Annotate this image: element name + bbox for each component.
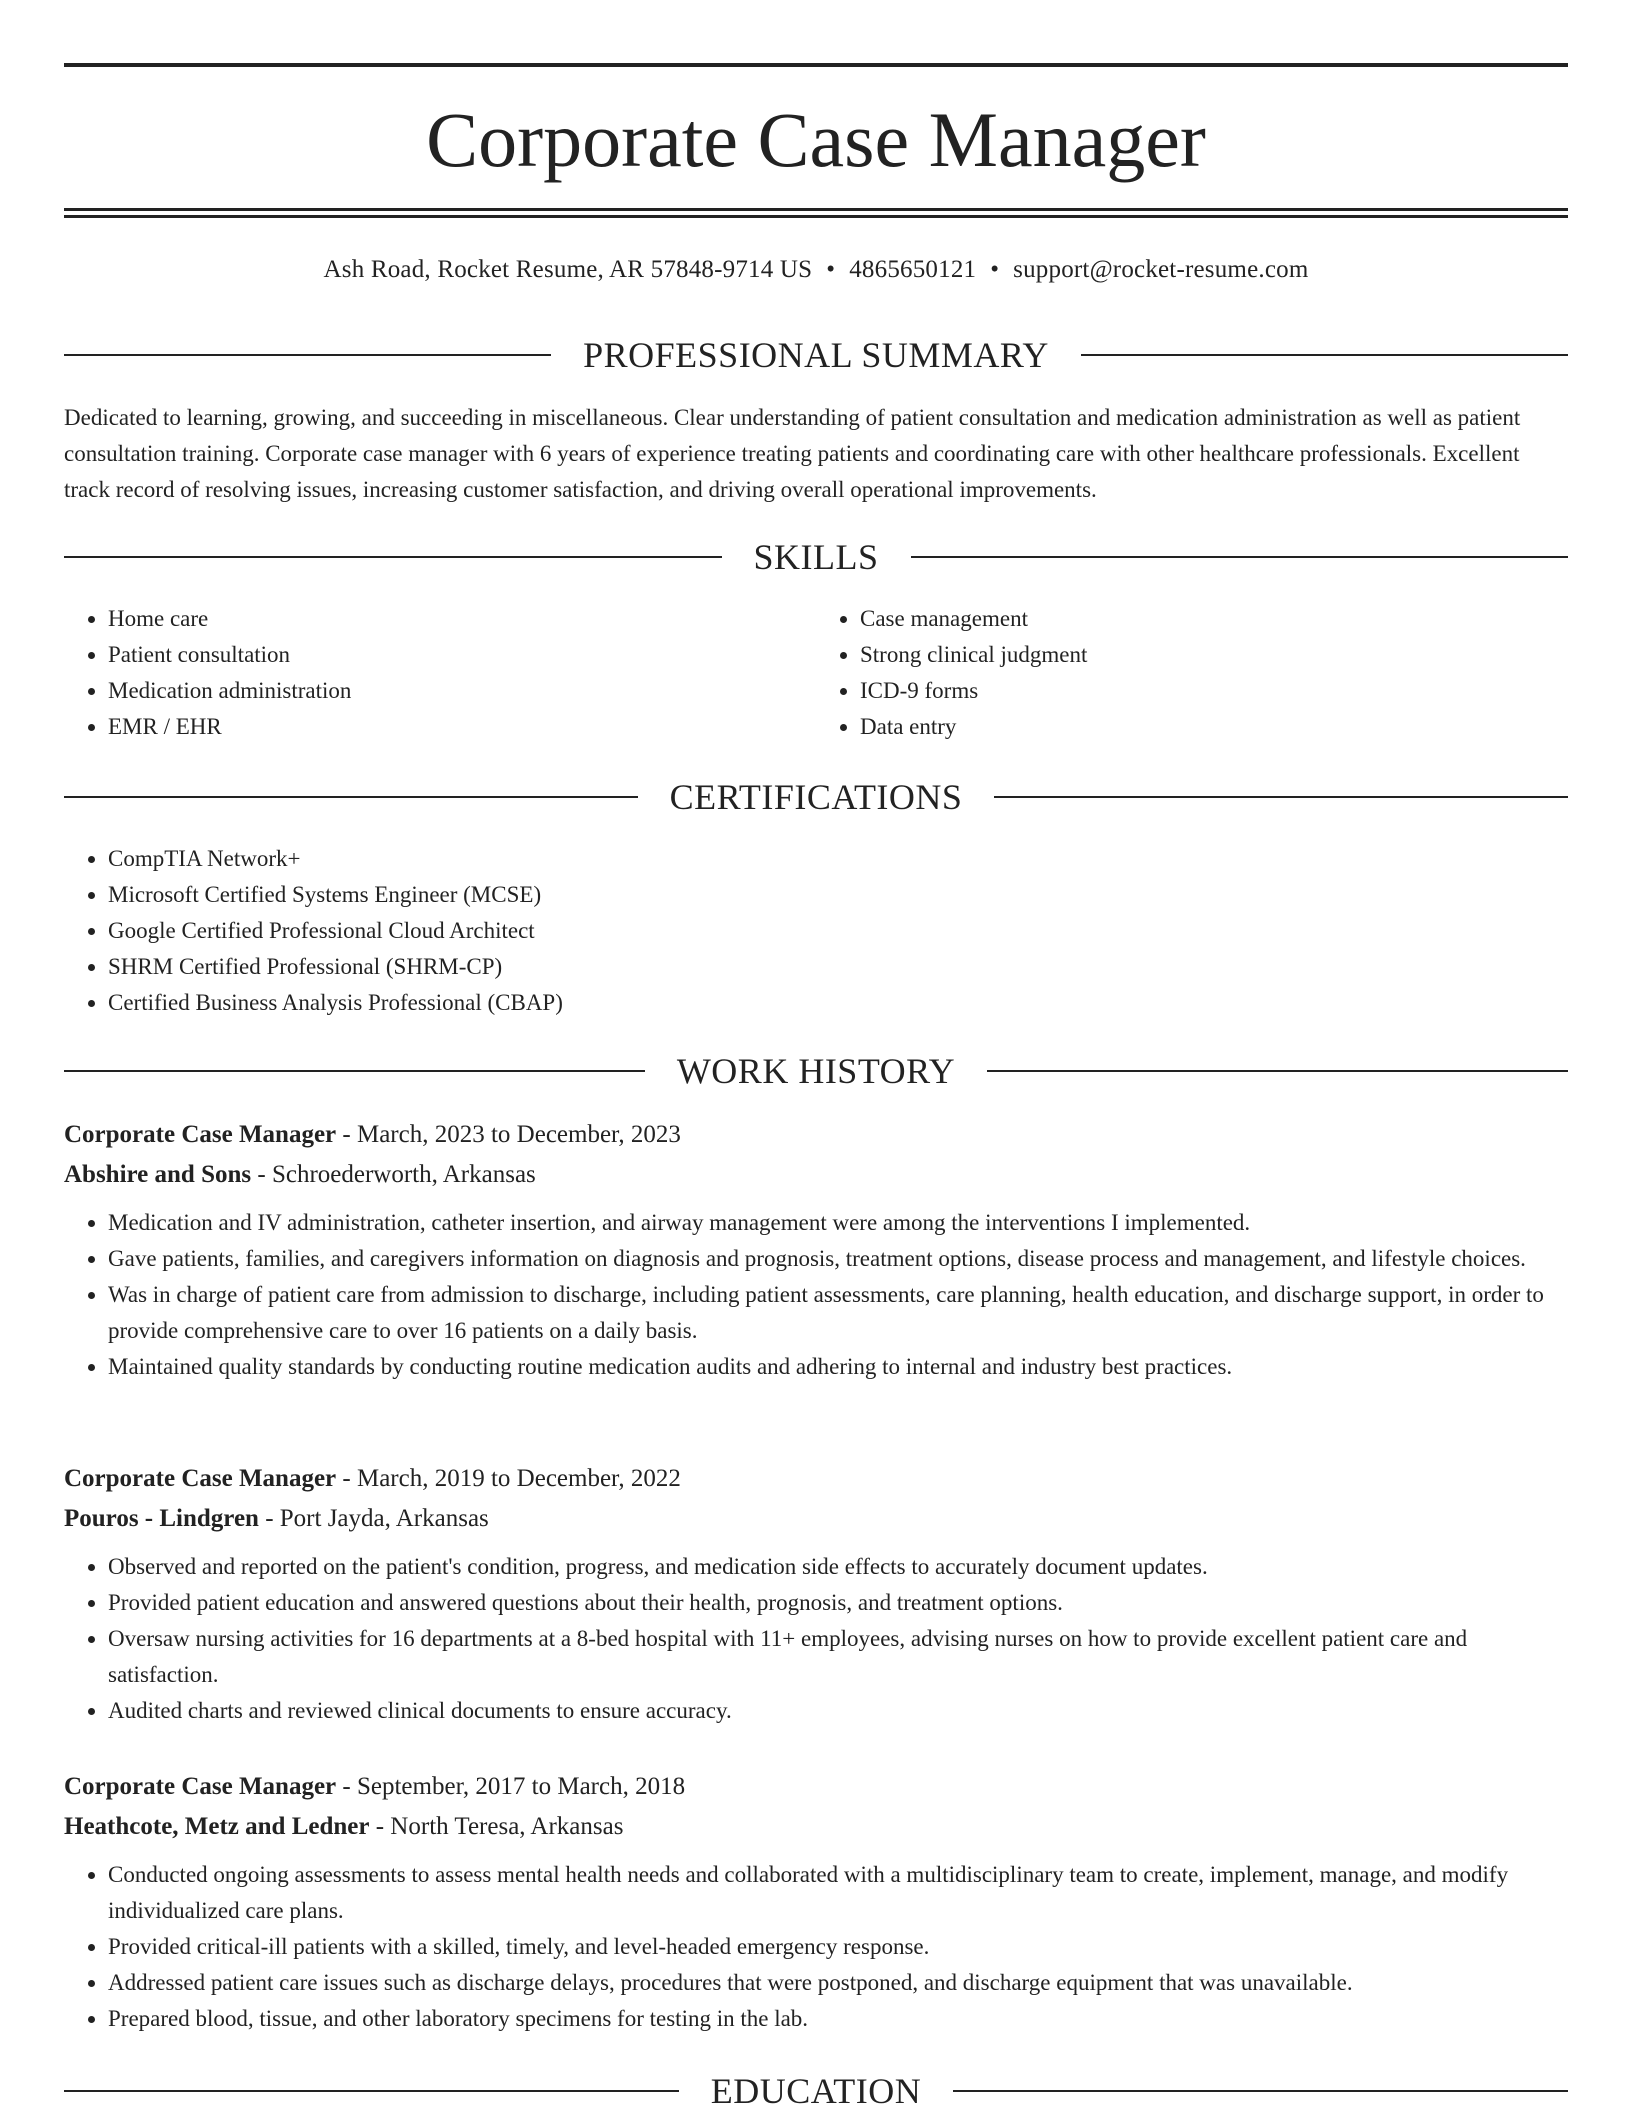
summary-heading: PROFESSIONAL SUMMARY bbox=[583, 335, 1049, 375]
job-company-line bbox=[64, 1155, 1568, 1195]
job-entry bbox=[64, 1767, 1568, 2037]
job-bullet: • Provided patient education and answered questions about their health, prognosis, and treatment options. bbox=[108, 1585, 1568, 1621]
heading-rule bbox=[1081, 354, 1568, 356]
job-title-line bbox=[64, 1459, 1568, 1499]
job-company: Pouros - Lindgren bbox=[64, 1505, 259, 1532]
job-entry bbox=[64, 1459, 1568, 1729]
certifications-heading: CERTIFICATIONS bbox=[669, 777, 963, 817]
certification-item: • Certified Business Analysis Professional (CBAP) bbox=[108, 985, 1568, 1021]
contact-line bbox=[64, 254, 1568, 286]
section-heading-skills bbox=[64, 535, 1568, 579]
job-dates: - March, 2023 to December, 2023 bbox=[336, 1121, 681, 1148]
heading-rule bbox=[987, 1070, 1568, 1072]
job-title-line bbox=[64, 1115, 1568, 1155]
resume-title: Corporate Case Manager bbox=[426, 96, 1206, 183]
job-title: Corporate Case Manager bbox=[64, 1121, 337, 1148]
heading-rule bbox=[994, 796, 1568, 798]
skills-column-left bbox=[64, 601, 816, 745]
skills-column-right bbox=[816, 601, 1568, 745]
contact-address: Ash Road, Rocket Resume, AR 57848-9714 US bbox=[323, 256, 813, 283]
job-company: Heathcote, Metz and Ledner bbox=[64, 1813, 370, 1840]
job-dates: - March, 2019 to December, 2022 bbox=[336, 1465, 681, 1492]
certification-item: • SHRM Certified Professional (SHRM-CP) bbox=[108, 949, 1568, 985]
section-heading-summary bbox=[64, 333, 1568, 377]
summary-text: Dedicated to learning, growing, and succeeding in miscellaneous. Clear understanding of patient consultation and medication administration as well as patient consultation training. Corporate case manager with 6 years of experience treating patients and coordinating care with other healthcare professionals. Excellent track record of resolving issues, increasing customer satisfaction, and driving overall operational improvements. bbox=[64, 405, 1521, 502]
skill-item: • Case management bbox=[860, 601, 1568, 637]
skill-item: • Medication administration bbox=[108, 673, 816, 709]
heading-rule bbox=[64, 1070, 645, 1072]
job-bullet: • Was in charge of patient care from admission to discharge, including patient assessments, care planning, health education, and discharge support, in order to provide comprehensive care to over 16 patients on a daily basis. bbox=[108, 1277, 1568, 1349]
section-heading-education bbox=[64, 2069, 1568, 2113]
heading-rule bbox=[64, 556, 722, 558]
certification-item: • Microsoft Certified Systems Engineer (MCSE) bbox=[108, 877, 1568, 913]
contact-email: support@rocket-resume.com bbox=[1013, 256, 1309, 283]
job-bullet: • Oversaw nursing activities for 16 departments at a 8-bed hospital with 11+ employees, advising nurses on how to provide excellent patient care and satisfaction. bbox=[108, 1621, 1568, 1693]
job-company-line bbox=[64, 1807, 1568, 1847]
heading-rule bbox=[64, 2090, 679, 2092]
skill-item: • Data entry bbox=[860, 709, 1568, 745]
contact-separator: • bbox=[826, 256, 836, 283]
skill-item: • ICD-9 forms bbox=[860, 673, 1568, 709]
job-bullet: • Conducted ongoing assessments to assess mental health needs and collaborated with a multidisciplinary team to create, implement, manage, and modify individualized care plans. bbox=[108, 1857, 1568, 1929]
certifications-list bbox=[64, 841, 1568, 1021]
section-heading-work-history bbox=[64, 1049, 1568, 1093]
work-history-heading: WORK HISTORY bbox=[676, 1051, 956, 1091]
job-company-line bbox=[64, 1499, 1568, 1539]
skill-item: • Strong clinical judgment bbox=[860, 637, 1568, 673]
certification-item: • Google Certified Professional Cloud Architect bbox=[108, 913, 1568, 949]
job-bullet: • Medication and IV administration, catheter insertion, and airway management were among the interventions I implemented. bbox=[108, 1205, 1568, 1241]
job-bullet: • Provided critical-ill patients with a skilled, timely, and level-headed emergency response. bbox=[108, 1929, 1568, 1965]
heading-rule bbox=[911, 556, 1569, 558]
job-title: Corporate Case Manager bbox=[64, 1465, 337, 1492]
job-bullet: • Prepared blood, tissue, and other laboratory specimens for testing in the lab. bbox=[108, 2001, 1568, 2037]
job-bullet: • Audited charts and reviewed clinical documents to ensure accuracy. bbox=[108, 1693, 1568, 1729]
contact-phone: 4865650121 bbox=[849, 256, 977, 283]
job-location: - North Teresa, Arkansas bbox=[369, 1813, 624, 1840]
job-location: - Port Jayda, Arkansas bbox=[258, 1505, 489, 1532]
top-rule bbox=[64, 63, 1568, 67]
job-bullet: • Maintained quality standards by conducting routine medication audits and adhering to internal and industry best practices. bbox=[108, 1349, 1568, 1385]
skills-heading: SKILLS bbox=[753, 537, 879, 577]
education-heading: EDUCATION bbox=[710, 2071, 922, 2111]
certification-item: • CompTIA Network+ bbox=[108, 841, 1568, 877]
double-rule bbox=[64, 208, 1568, 218]
skills-list bbox=[64, 601, 1568, 745]
skill-item: • Home care bbox=[108, 601, 816, 637]
job-entry bbox=[64, 1115, 1568, 1385]
job-title-line bbox=[64, 1767, 1568, 1807]
heading-rule bbox=[953, 2090, 1568, 2092]
heading-rule bbox=[64, 354, 551, 356]
job-company: Abshire and Sons bbox=[64, 1161, 252, 1188]
skill-item: • Patient consultation bbox=[108, 637, 816, 673]
skill-item: • EMR / EHR bbox=[108, 709, 816, 745]
job-dates: - September, 2017 to March, 2018 bbox=[336, 1773, 686, 1800]
contact-separator: • bbox=[990, 256, 1000, 283]
section-heading-certifications bbox=[64, 775, 1568, 819]
heading-rule bbox=[64, 796, 638, 798]
job-bullet: • Addressed patient care issues such as discharge delays, procedures that were postponed, and discharge equipment that was unavailable. bbox=[108, 1965, 1568, 2001]
job-location: - Schroederworth, Arkansas bbox=[251, 1161, 536, 1188]
job-title: Corporate Case Manager bbox=[64, 1773, 337, 1800]
job-bullet: • Observed and reported on the patient's condition, progress, and medication side effects to accurately document updates. bbox=[108, 1549, 1568, 1585]
job-bullet: • Gave patients, families, and caregivers information on diagnosis and prognosis, treatment options, disease process and management, and lifestyle choices. bbox=[108, 1241, 1568, 1277]
